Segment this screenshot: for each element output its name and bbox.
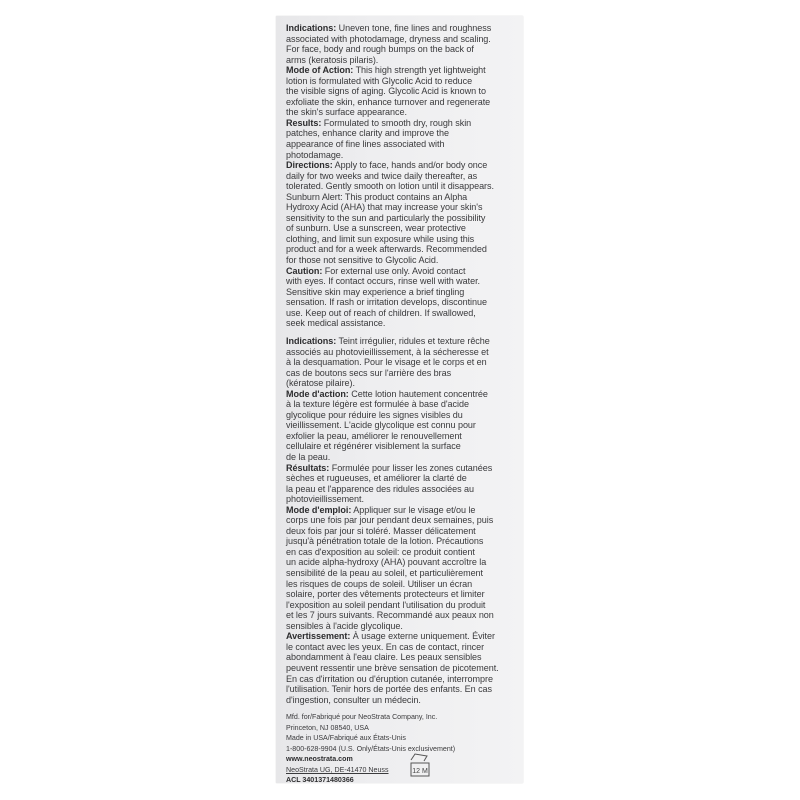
fr-directions-line-11: et les 7 jours suivants. Recommandé aux peaux non [286,610,494,621]
fr-results-line-2: sèches et rugueuses, et améliorer la clarté de [286,473,467,484]
en-directions-line-9: product and for a week afterwards. Recommended [286,244,487,255]
pao-label: 12 M [412,768,428,775]
made-in-line: Made in USA/Fabriqué aux États-Unis [286,734,406,742]
en-directions-line-8: clothing, and limit sun exposure while using this [286,233,475,244]
en-caution-line-1: Caution: For external use only. Avoid contact [286,265,466,276]
en-mode-line-2: lotion is formulated with Glycolic Acid to reduce [286,75,473,86]
fr-caution-line-6: l'utilisation. Tenir hors de portée des enfants. En cas [286,684,493,695]
fr-directions-line-2: corps une fois par jour pendant deux semaines, puis [286,515,494,526]
fr-results-label: Résultats: [286,462,330,473]
en-directions-line-4: Sunburn Alert: This product contains an Alpha [286,191,468,202]
french-copy [286,336,526,705]
fr-mode-line-2: à la texture légère est formulée à base d'acide [286,399,469,410]
en-indications-line-2: associated with photodamage, dryness and scaling. [286,33,491,44]
en-caution-label: Caution: [286,265,323,276]
fr-directions-line-5: en cas d'exposition au soleil: ce produit contient [286,546,475,557]
fr-directions-line-7: sensibilité de la peau au soleil, et particulièrement [286,568,484,579]
fr-directions-label: Mode d'emploi: [286,504,352,515]
en-directions-line-7: of sunburn. Use a sunscreen, wear protective [286,223,466,234]
fr-indications-line-5: (kératose pilaire). [286,378,355,389]
fr-indications-line-3: à la desquamation. Pour le visage et le corps et en [286,357,487,368]
packaging-panel [276,16,523,783]
en-indications-line-1: Indications: Uneven tone, fine lines and roughness [286,23,492,33]
fr-mode-label: Mode d'action: [286,388,349,399]
fr-directions-line-1: Mode d'emploi: Appliquer sur le visage et/ou le [286,504,476,515]
fr-indications-label: Indications: [286,336,337,346]
en-directions-line-3: tolerated. Gently smooth on lotion until it disappears. [286,181,494,192]
fr-directions-line-9: solaire, porter des vêtements protecteurs et limiter [286,589,485,600]
website-line: www.neostrata.com [286,755,353,763]
english-copy [286,23,526,329]
fr-caution-line-7: d'ingestion, consulter un médecin. [286,694,421,705]
mfd-line: Mfd. for/Fabriqué pour NeoStrata Company, Inc. [286,713,438,721]
fr-results-line-1: Résultats: Formulée pour lisser les zones cutanées [286,462,493,473]
fr-directions-line-8: les risques de coups de soleil. Utiliser un écran [286,578,473,589]
en-results-line-3: appearance of fine lines associated with [286,139,445,150]
en-mode-line-5: the skin's surface appearance. [286,107,407,118]
fr-results-line-3: la peau et l'apparence des ridules associées au [286,483,474,494]
manufacturer-info [286,712,516,786]
en-mode-line-1: Mode of Action: This high strength yet lightweight [286,65,486,76]
fr-directions-line-4: jusqu'à pénétration totale de la lotion. Précautions [286,536,484,547]
en-directions-line-2: daily for two weeks and twice daily thereafter, as [286,170,478,181]
acl-code: ACL 3401371480366 [286,776,354,784]
fr-caution-line-4: peuvent ressentir une brève sensation de picotement. [286,662,499,673]
en-mode-line-3: the visible signs of aging. Glycolic Acid is known to [286,86,486,97]
fr-indications-line-2: associés au photovieillissement, à la sécheresse et [286,346,489,357]
phone-line: 1-800-628-9904 (U.S. Only/États-Unis exclusivement) [286,744,456,753]
en-directions-line-6: sensitivity to the sun and particularly the possibility [286,212,486,223]
fr-mode-line-5: exfolier la peau, améliorer le renouvellement [286,430,462,441]
en-directions-line-5: Hydroxy Acid (AHA) that may increase your skin's [286,202,483,213]
en-caution-line-5: use. Keep out of reach of children. If swallowed, [286,307,476,318]
en-caution-line-6: seek medical assistance. [286,318,386,329]
en-directions-line-10: for those not sensitive to Glycolic Acid. [286,255,439,266]
en-mode-line-4: exfoliate the skin, enhance turnover and regenerate [286,96,491,107]
fr-indications-line-4: cas de boutons secs sur l'arrière des bras [286,367,452,378]
en-results-label: Results: [286,117,322,128]
fr-mode-line-4: vieillissement. L'acide glycolique est connu pour [286,420,476,431]
fr-mode-line-6: cellulaire et régénérer visiblement la surface [286,441,461,452]
fr-indications-line-1: Indications: Teint irrégulier, ridules et texture rêche [286,336,490,346]
en-directions-label: Directions: [286,160,333,171]
eu-address-line: NeoStrata UG, DE-41470 Neuss [286,765,389,774]
address-line: Princeton, NJ 08540, USA [286,723,369,732]
en-indications-label: Indications: [286,23,337,33]
en-directions-line-1: Directions: Apply to face, hands and/or body once [286,160,488,171]
fr-mode-line-7: de la peau. [286,452,331,463]
fr-caution-line-2: le contact avec les yeux. En cas de contact, rincer [286,641,485,652]
fr-caution-line-3: abondamment à l'eau claire. Les peaux sensibles [286,652,482,663]
en-indications-line-3: For face, body and rough bumps on the back of [286,44,474,55]
en-results-line-1: Results: Formulated to smooth dry, rough skin [286,117,472,128]
fr-caution-line-5: En cas d'irritation ou d'éruption cutanée, interrompre [286,673,493,684]
fr-directions-line-6: un acide alpha-hydroxy (AHA) pouvant accroître la [286,557,487,568]
en-caution-line-4: sensation. If rash or irritation develops, discontinue [286,297,487,308]
en-indications-line-4: arms (keratosis pilaris). [286,54,379,65]
fr-caution-label: Avertissement: [286,631,351,642]
en-caution-line-2: with eyes. If contact occurs, rinse well with water. [286,276,480,287]
en-mode-label: Mode of Action: [286,65,354,76]
fr-results-line-4: photovieillissement. [286,494,364,505]
fr-directions-line-12: sensibles à l'acide glycolique. [286,620,403,631]
fr-mode-line-3: glycolique pour réduire les signes visibles du [286,409,463,420]
fr-caution-line-1: Avertissement: À usage externe uniquement. Éviter [286,631,495,642]
open-jar-icon [408,752,432,778]
en-caution-line-3: Sensitive skin may experience a brief tingling [286,286,465,297]
fr-directions-line-10: l'exposition au soleil pendant l'utilisation du produit [286,599,486,610]
en-results-line-2: patches, enhance clarity and improve the [286,128,449,139]
fr-directions-line-3: deux fois par jour si toléré. Masser délicatement [286,525,476,536]
fr-mode-line-1: Mode d'action: Cette lotion hautement concentrée [286,388,488,399]
en-results-line-4: photodamage. [286,149,344,160]
